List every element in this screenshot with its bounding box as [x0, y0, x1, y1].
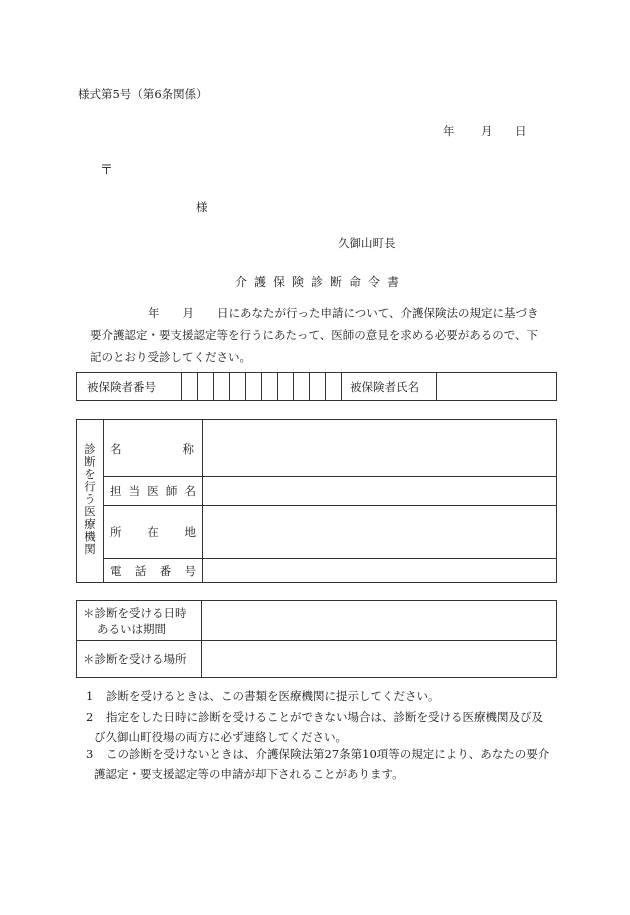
clinic-name-label-char: 称 [182, 442, 194, 456]
clinic-address-label-char: 在 [147, 525, 159, 539]
clinic-phone-label-cell [104, 559, 203, 583]
honorific-sama: 様 [196, 200, 208, 214]
body-line-1: 年 月 日にあなたが行った申請について、介護保険法の規定に基づき [148, 306, 539, 320]
clinic-doctor-label-char: 医 [147, 484, 159, 498]
insured-number-label: 被保険者番号 [77, 373, 182, 401]
insured-number-digit[interactable] [278, 373, 294, 401]
insured-number-digit[interactable] [230, 373, 246, 401]
note-text: 診断を受けるときは、この書類を医療機関に提示してください。 [106, 689, 440, 703]
insured-number-digit[interactable] [294, 373, 310, 401]
clinic-doctor-field[interactable] [203, 477, 557, 506]
insured-name-field[interactable] [437, 373, 557, 401]
clinic-phone-label-char: 号 [184, 563, 196, 578]
note-text-continued: び久御山町役場の両方に必ず連絡してください。 [94, 730, 347, 744]
clinic-phone-field[interactable] [203, 559, 557, 583]
clinic-name-label-cell [104, 420, 203, 477]
clinic-name-field[interactable] [203, 420, 557, 477]
clinic-table [76, 419, 557, 583]
form-id: 様式第5号（第6条関係） [78, 87, 208, 101]
note-number: 2 [86, 710, 94, 724]
clinic-address-field[interactable] [203, 506, 557, 559]
insured-number-digit[interactable] [310, 373, 326, 401]
clinic-doctor-label-char: 名 [184, 484, 196, 498]
insured-number-digit[interactable] [262, 373, 278, 401]
clinic-address-label-char: 所 [110, 525, 122, 539]
date-month-label: 月 [481, 124, 493, 138]
clinic-phone-label-char: 話 [134, 563, 147, 578]
note-text-continued: 護認定・要支援認定等の申請が却下されることがあります。 [94, 767, 404, 781]
note-number: 1 [86, 689, 94, 703]
insured-number-digit[interactable] [246, 373, 262, 401]
date-year-label: 年 [443, 124, 455, 138]
clinic-section-label-cell [77, 420, 104, 583]
exam-datetime-label-line2: あるいは期間 [97, 621, 166, 636]
clinic-doctor-label-char: 師 [165, 484, 178, 498]
clinic-doctor-label [110, 483, 196, 499]
note-text: この診断を受けないときは、介護保険法第27条第10項等の規定により、あなたの要介 [106, 747, 550, 761]
clinic-name-label [110, 441, 194, 457]
date-day-label: 日 [515, 124, 527, 138]
body-line-2: 要介護認定・要支援認定等を行うにあたって、医師の意見を求める必要があるので、下 [90, 328, 539, 342]
insured-number-digit[interactable] [214, 373, 230, 401]
clinic-doctor-label-char: 担 [110, 484, 122, 498]
insured-number-digit[interactable] [182, 373, 198, 401]
note-3 [86, 744, 566, 784]
insured-number-digit[interactable] [326, 373, 342, 401]
clinic-phone-label-char: 電 [110, 563, 122, 578]
body-line-3: 記のとおり受診してください。 [90, 350, 251, 364]
insured-number-digit[interactable] [198, 373, 214, 401]
note-1 [86, 686, 566, 706]
clinic-phone-label-char: 番 [159, 563, 172, 578]
clinic-address-label-cell [104, 506, 203, 559]
exam-datetime-field[interactable] [202, 601, 557, 641]
clinic-doctor-label-cell [104, 477, 203, 506]
exam-place-label: ＊診断を受ける場所 [77, 641, 202, 678]
clinic-name-label-char: 名 [110, 442, 122, 456]
insured-name-label: 被保険者氏名 [342, 373, 437, 401]
exam-datetime-label-cell [77, 601, 202, 641]
exam-place-field[interactable] [202, 641, 557, 678]
note-text: 指定をした日時に診断を受けることができない場合は、診断を受ける医療機関及び及 [106, 710, 543, 724]
clinic-section-label: 診断を行う医療機関 [83, 443, 97, 556]
issuer-name: 久御山町長 [338, 236, 396, 250]
clinic-address-label [110, 524, 196, 540]
clinic-phone-label [110, 563, 196, 579]
insured-table [76, 372, 557, 401]
note-2 [86, 707, 566, 747]
clinic-doctor-label-char: 当 [128, 484, 141, 498]
document-title: 介護保険診断命令書 [235, 275, 407, 289]
postal-mark: 〒 [100, 163, 114, 178]
note-number: 3 [86, 747, 94, 761]
exam-datetime-label-line1: ＊診断を受ける日時 [83, 605, 187, 620]
exam-table [76, 600, 557, 678]
clinic-address-label-char: 地 [184, 525, 196, 539]
